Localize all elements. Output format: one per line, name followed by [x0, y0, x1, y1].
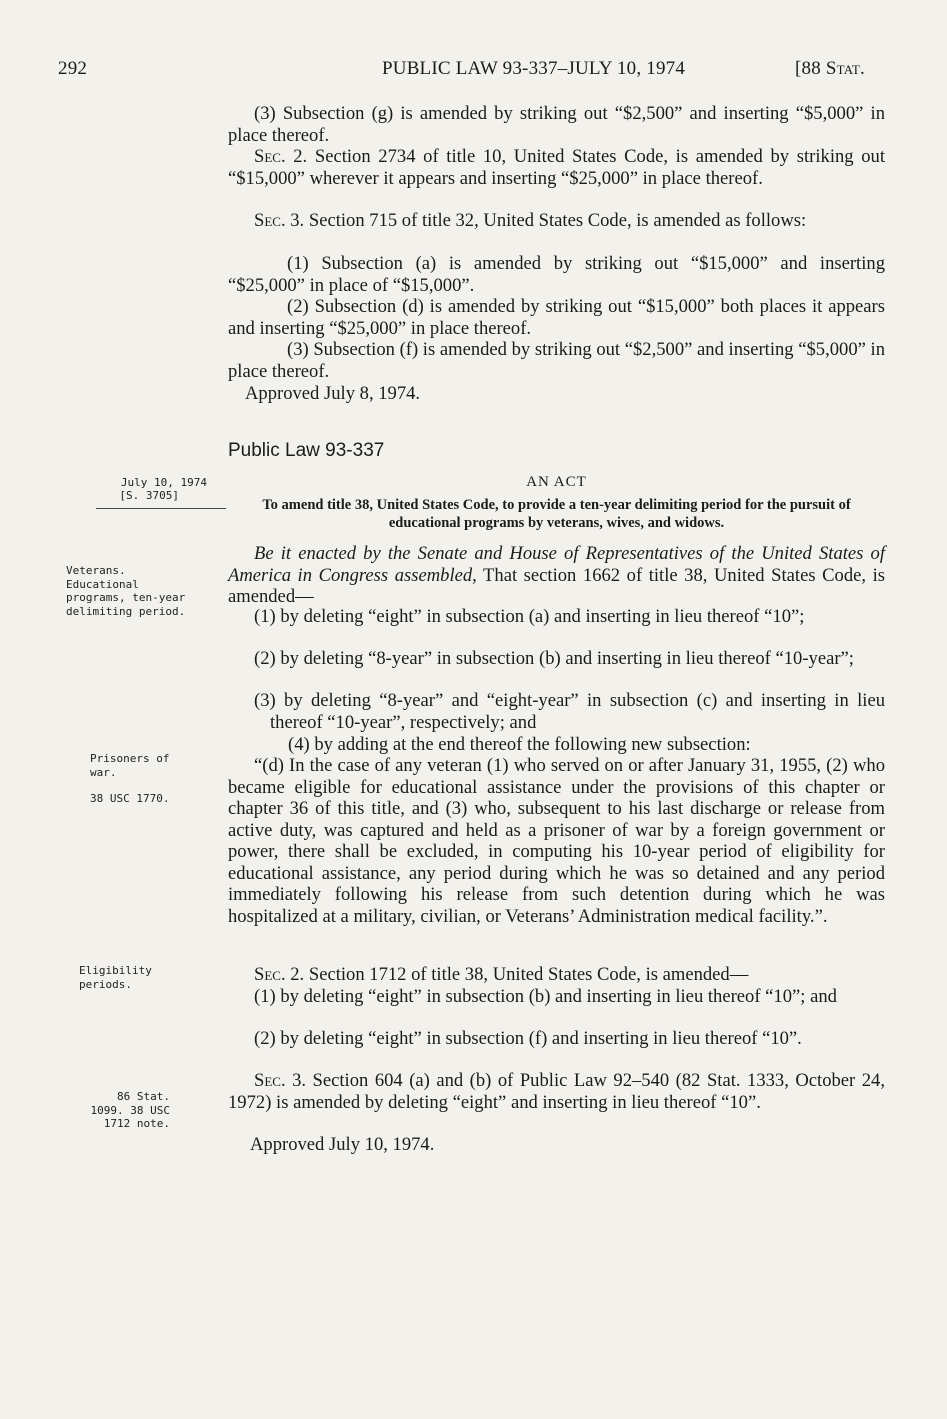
prev-section-2 [228, 146, 885, 189]
running-title: PUBLIC LAW 93-337–JULY 10, 1974 [382, 58, 686, 79]
section-2-item-2: (2) by deleting “eight” in subsection (f) and inserting in lieu thereof “10”. [254, 1028, 802, 1049]
enacting-formula: Be it enacted by the Senate and House of Representatives of the United States of America in Congress assembled [228, 543, 885, 586]
act-purpose: To amend title 38, United States Code, to provide a ten-year delimiting period for the pursuit of educational programs by veterans, wives, and widows. [262, 497, 851, 531]
section-2-item-1: (1) by deleting “eight” in subsection (b) and inserting in lieu thereof “10”; and [254, 986, 837, 1007]
enacting-rest: , That section 1662 of title 38, United States Code, is amended— [228, 564, 885, 607]
item-3: (3) by deleting “8-year” and “eight-year” in subsection (c) and inserting in lieu thereof “10-year”, respectively; and [254, 690, 885, 733]
margin-note-bill: [S. 3705] [119, 489, 179, 502]
item-2: (2) by deleting “8-year” in subsection (b) and inserting in lieu thereof “10-year”; [254, 648, 854, 669]
section-label: Sec. 2. [254, 146, 308, 167]
section-text: Section 715 of title 32, United States Code, is amended as follows: [304, 210, 807, 231]
section-text: Section 2734 of title 10, United States Code, is amended by striking out “$15,000” wherever it appears and inserting “$25,000” in place thereof. [228, 146, 886, 189]
section-3 [228, 1070, 885, 1113]
margin-note-date: July 10, 1974 [120, 476, 207, 489]
section-label: Sec. 3. [254, 210, 305, 231]
prev-clause-2: (2) Subsection (d) is amended by striking out “$15,000” both places it appears and inserting “$25,000” in place thereof. [228, 296, 885, 339]
prev-subsection-g: (3) Subsection (g) is amended by striking out “$2,500” and inserting “$5,000” in place thereof. [228, 103, 885, 146]
margin-note-pow: Prisoners of war. [90, 752, 170, 779]
margin-divider [96, 508, 226, 509]
approved-date: Approved July 10, 1974. [250, 1134, 435, 1155]
item-1: (1) by deleting “eight” in subsection (a) and inserting in lieu thereof “10”; [254, 606, 805, 627]
prev-clause-3: (3) Subsection (f) is amended by striking out “$2,500” and inserting “$5,000” in place thereof. [228, 339, 885, 382]
prev-section-3 [228, 210, 885, 232]
enacting-clause [228, 543, 885, 608]
prev-clause-1: (1) Subsection (a) is amended by striking out “$15,000” and inserting “$25,000” in place of “$15,000”. [228, 253, 885, 296]
section-label: Sec. 2. [254, 964, 305, 985]
margin-note-veterans: Veterans. Educational programs, ten-year delimiting period. [66, 564, 186, 618]
section-label: Sec. 3. [254, 1070, 307, 1091]
section-text: Section 604 (a) and (b) of Public Law 92–540 (82 Stat. 1333, October 24, 1972) is amended by deleting “eight” and inserting in lieu thereof “10”. [228, 1070, 885, 1113]
new-subsection-d: “(d) In the case of any veteran (1) who served on or after January 31, 1955, (2) who became eligible for educational assistance under the provisions of this chapter or chapter 36 of this title, and (3) who, subsequent to his last discharge or release from active duty, was captured and held as a prisoner of war by a foreign government or power, there shall be excluded, in computing his 10-year period of eligibility for educational assistance, any period during which he was so detained and any period immediately following his release from such detention during which he was hospitalized at a military, civilian, or Veterans’ Administration medical facility.”. [228, 755, 885, 927]
volume-reference: [88 Stat. [795, 58, 865, 79]
margin-note-stat: 86 Stat. 1099. 38 USC 1712 note. [90, 1090, 170, 1130]
item-4: (4) by adding at the end thereof the following new subsection: [288, 734, 751, 755]
page-number: 292 [58, 58, 88, 79]
public-law-label: Public Law 93-337 [228, 440, 385, 461]
section-text: Section 1712 of title 38, United States Code, is amended— [304, 964, 749, 985]
margin-note-eligibility: Eligibility periods. [79, 964, 152, 991]
an-act-heading: AN ACT [526, 474, 587, 490]
margin-note-usc: 38 USC 1770. [90, 792, 170, 805]
prev-approved: Approved July 8, 1974. [245, 383, 421, 404]
section-2 [228, 964, 885, 986]
